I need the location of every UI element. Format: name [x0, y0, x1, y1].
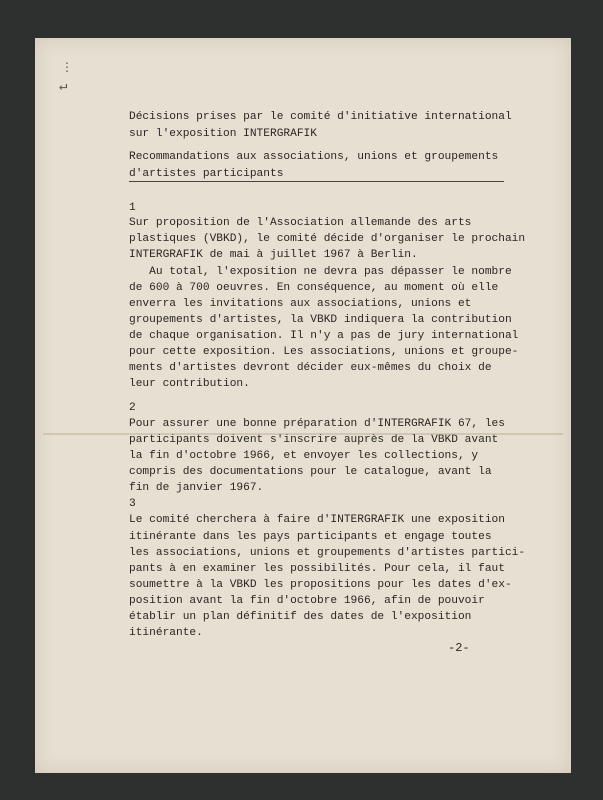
section-3-line: les associations, unions et groupements d'artistes partici- — [129, 547, 526, 559]
section-1-line: plastiques (VBKD), le comité décide d'organiser le prochain — [129, 233, 526, 245]
section-2-line: Pour assurer une bonne préparation d'INTERGRAFIK 67, les — [129, 418, 505, 430]
section-2-line: participants doivent s'inscrire auprès de la VBKD avant — [129, 434, 499, 446]
section-2-line: la fin d'octobre 1966, et envoyer les collections, y — [129, 450, 479, 462]
document-page — [35, 38, 571, 773]
section-1-line: enverra les invitations aux associations, unions et — [129, 298, 472, 310]
section-3-line: itinérante. — [129, 627, 203, 639]
header-line-1: Décisions prises par le comité d'initiative international — [129, 111, 512, 123]
section-3-line: Le comité cherchera à faire d'INTERGRAFIK une exposition — [129, 514, 505, 526]
subheader-line-1: Recommandations aux associations, unions et groupements — [129, 151, 499, 163]
section-1-line: ments d'artistes devront décider eux-mêmes du choix de — [129, 362, 492, 374]
section-2-line: fin de janvier 1967. — [129, 482, 264, 494]
margin-mark: ⋮ — [61, 60, 73, 74]
section-1-number: 1 — [129, 202, 136, 214]
subheader-line-2: d'artistes participants — [129, 168, 284, 180]
header-line-2: sur l'exposition INTERGRAFIK — [129, 128, 317, 140]
heading-underline — [129, 181, 504, 182]
section-1-line: groupements d'artistes, la VBKD indiquera la contribution — [129, 314, 512, 326]
section-3-line: position avant la fin d'octobre 1966, afin de pouvoir — [129, 595, 485, 607]
section-3-line: pants à en examiner les possibilités. Pour cela, il faut — [129, 563, 505, 575]
section-2-line: compris des documentations pour le catalogue, avant la — [129, 466, 492, 478]
section-1-line: pour cette exposition. Les associations, unions et groupe- — [129, 346, 519, 358]
margin-hook-mark: ↵ — [59, 78, 68, 94]
section-1-line: Au total, l'exposition ne devra pas dépasser le nombre — [129, 266, 512, 278]
section-1-line: de 600 à 700 oeuvres. En conséquence, au moment où elle — [129, 282, 499, 294]
section-1-line: leur contribution. — [129, 378, 250, 390]
section-3-number: 3 — [129, 498, 136, 510]
section-1-line: INTERGRAFIK de mai à juillet 1967 à Berlin. — [129, 249, 418, 261]
section-3-line: itinérante dans les pays participants et engage toutes — [129, 531, 492, 543]
section-1-line: Sur proposition de l'Association allemande des arts — [129, 217, 472, 229]
section-2-number: 2 — [129, 402, 136, 414]
page-continuation: -2- — [448, 641, 470, 655]
section-1-line: de chaque organisation. Il n'y a pas de jury international — [129, 330, 519, 342]
section-3-line: soumettre à la VBKD les propositions pour les dates d'ex- — [129, 579, 512, 591]
section-3-line: établir un plan définitif des dates de l'exposition — [129, 611, 472, 623]
